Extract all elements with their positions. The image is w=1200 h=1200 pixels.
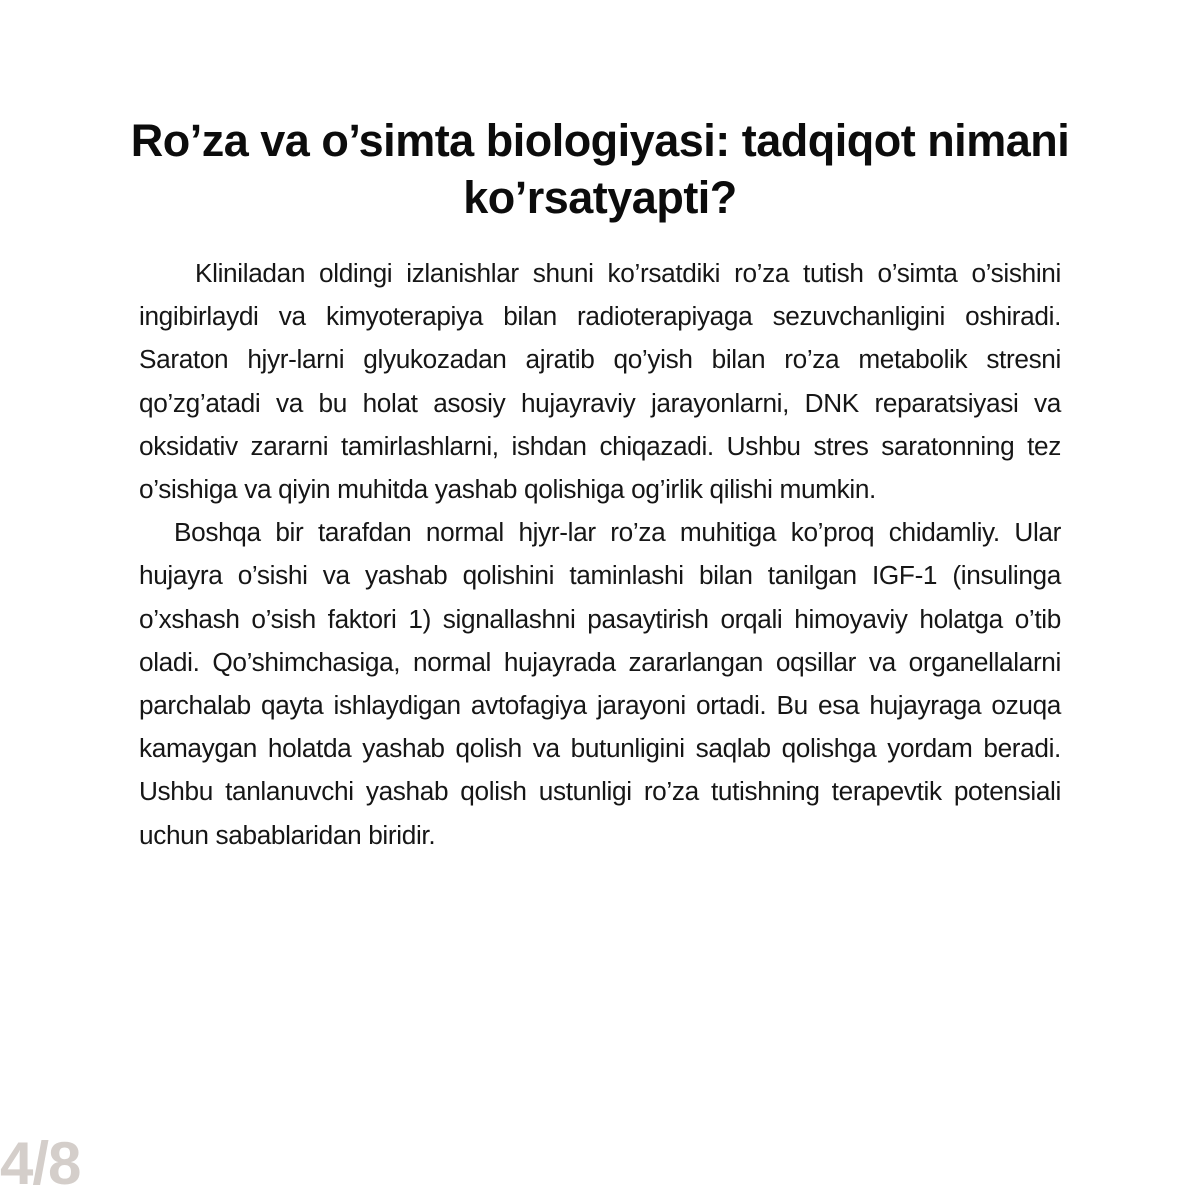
page-number: 4/8 bbox=[0, 1130, 81, 1197]
paragraph-1: Kliniladan oldingi izlanishlar shuni ko’rsatdiki ro’za tutish o’simta o’sishini ingibirlaydi va kimyoterapiya bilan radioterapiyaga sezuvchanligini oshiradi. Saraton hjyr-larni glyukozadan ajratib qo’yish bilan ro’za metabolik stresni qo’zg’atadi va bu holat asosiy hujayraviy jarayonlarni, DNK reparatsiyasi va oksidativ zararni tamirlashlarni, ishdan chiqazadi. Ushbu stres saratonning tez o’sishiga va qiyin muhitda yashab qolishiga og’irlik qilishi mumkin. bbox=[139, 258, 1061, 505]
page-title: Ro’za va o’simta biologiyasi: tadqiqot nimani ko’rsatyapti? bbox=[130, 115, 1070, 223]
paragraph-2: Boshqa bir tarafdan normal hjyr-lar ro’za muhitiga ko’proq chidamliy. Ular hujayra o’sishi va yashab qolishini taminlashi bilan tanilgan IGF-1 (insulinga o’xshash o’sish faktori 1) signallashni pasaytirish orqali himoyaviy holatga o’tib oladi. Qo’shimchasiga, normal hujayrada zararlangan oqsillar va organellalarni parchalab qayta ishlaydigan avtofagiya jarayoni ortadi. Bu esa hujayraga ozuqa kamaygan holatda yashab qolish va butunligini saqlab qolishga yordam beradi. Ushbu tanlanuvchi yashab qolish ustunligi ro’za tutishning terapevtik potensiali uchun sabablaridan biridir. bbox=[139, 517, 1061, 850]
body-text bbox=[139, 252, 1061, 857]
